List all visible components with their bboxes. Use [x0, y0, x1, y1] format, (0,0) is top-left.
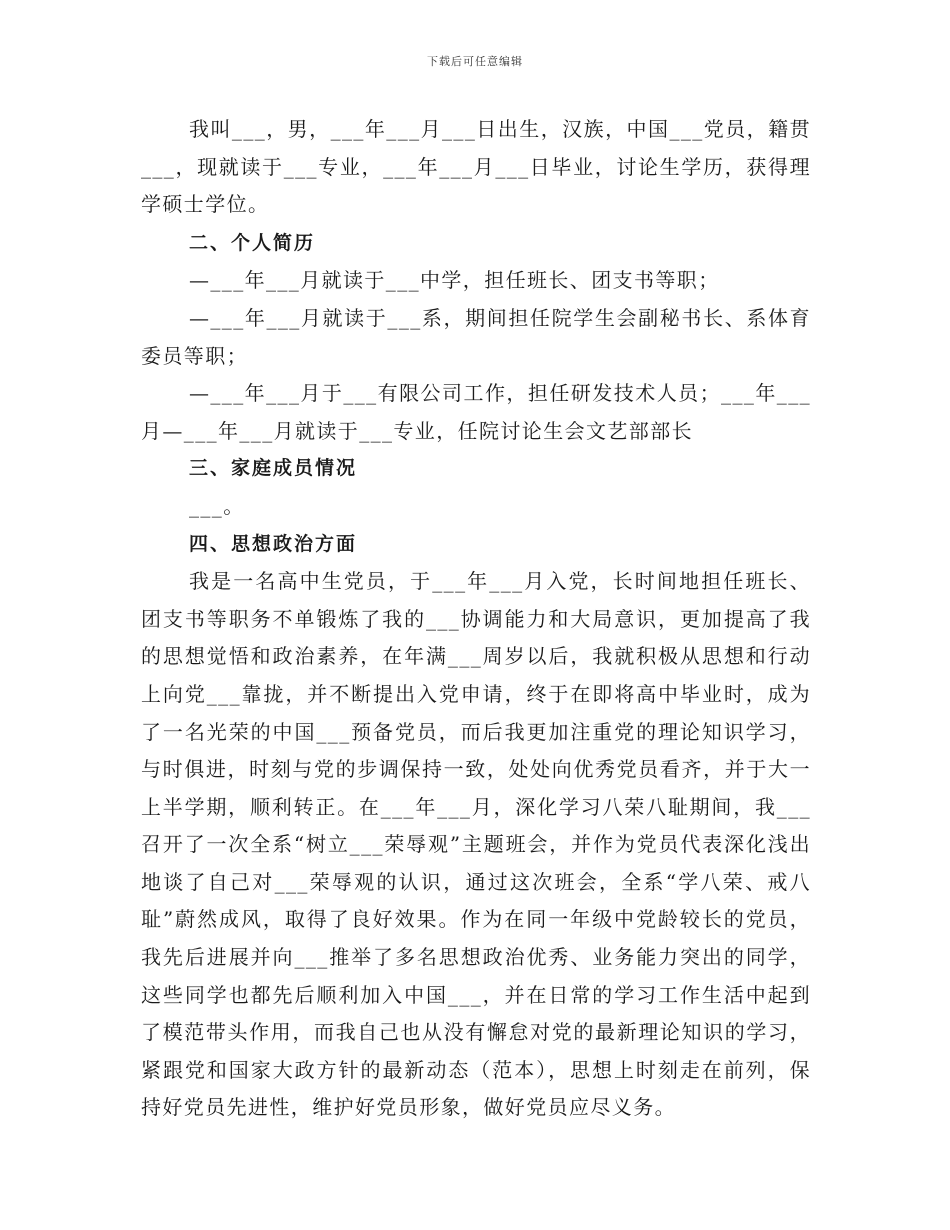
- intro-paragraph: 我叫___，男，___年___月___日出生，汉族，中国___党员，籍贯___，现就读于___专业，___年___月___日毕业，讨论生学历，获得理学硕士学位。: [141, 117, 811, 217]
- resume-item: —___年___月就读于___中学，担任班长、团支书等职；: [189, 268, 720, 293]
- politics-paragraph: 我是一名高中生党员，于___年___月入党，长时间地担任班长、团支书等职务不单锻炼了我的___协调能力和大局意识，更加提高了我的思想觉悟和政治素养，在年满___周岁以后，我就积极从思想和行动上向党___靠拢，并不断提出入党申请，终于在即将高中毕业时，成为了一名光荣的中国___预备党员，而后我更加注重党的理论知识学习，与时俱进，时刻与党的步调保持一致，处处向优秀党员看齐，并于大一上半学期，顺利转正。在___年___月，深化学习八荣八耻期间，我___召开了一次全系“树立___荣辱观”主题班会，并作为党员代表深化浅出地谈了自己对___荣辱观的认识，通过这次班会，全系“学八荣、戒八耻”蔚然成风，取得了良好效果。作为在同一年级中党龄较长的党员，我先后进展并向___推举了多名思想政治优秀、业务能力突出的同学，这些同学也都先后顺利加入中国___，并在日常的学习工作生活中起到了模范带头作用，而我自己也从没有懈怠对党的最新理论知识的学习，紧跟党和国家大政方针的最新动态（范本），思想上时刻走在前列，保持好党员先进性，维护好党员形象，做好党员应尽义务。: [141, 569, 811, 1120]
- family-paragraph: ___。: [189, 493, 245, 518]
- section-heading-resume: 二、个人简历: [189, 231, 316, 254]
- resume-item: —___年___月于___有限公司工作，担任研发技术人员；___年___月—___年___月就读于___专业，任院讨论生会文艺部部长: [141, 381, 811, 443]
- resume-item: —___年___月就读于___系，期间担任院学生会副秘书长、系体育委员等职；: [141, 305, 811, 368]
- section-heading-politics: 四、思想政治方面: [189, 532, 358, 555]
- page-header: 下载后可任意编辑: [427, 55, 523, 68]
- section-heading-family: 三、家庭成员情况: [189, 457, 358, 480]
- document-body: [141, 111, 811, 1127]
